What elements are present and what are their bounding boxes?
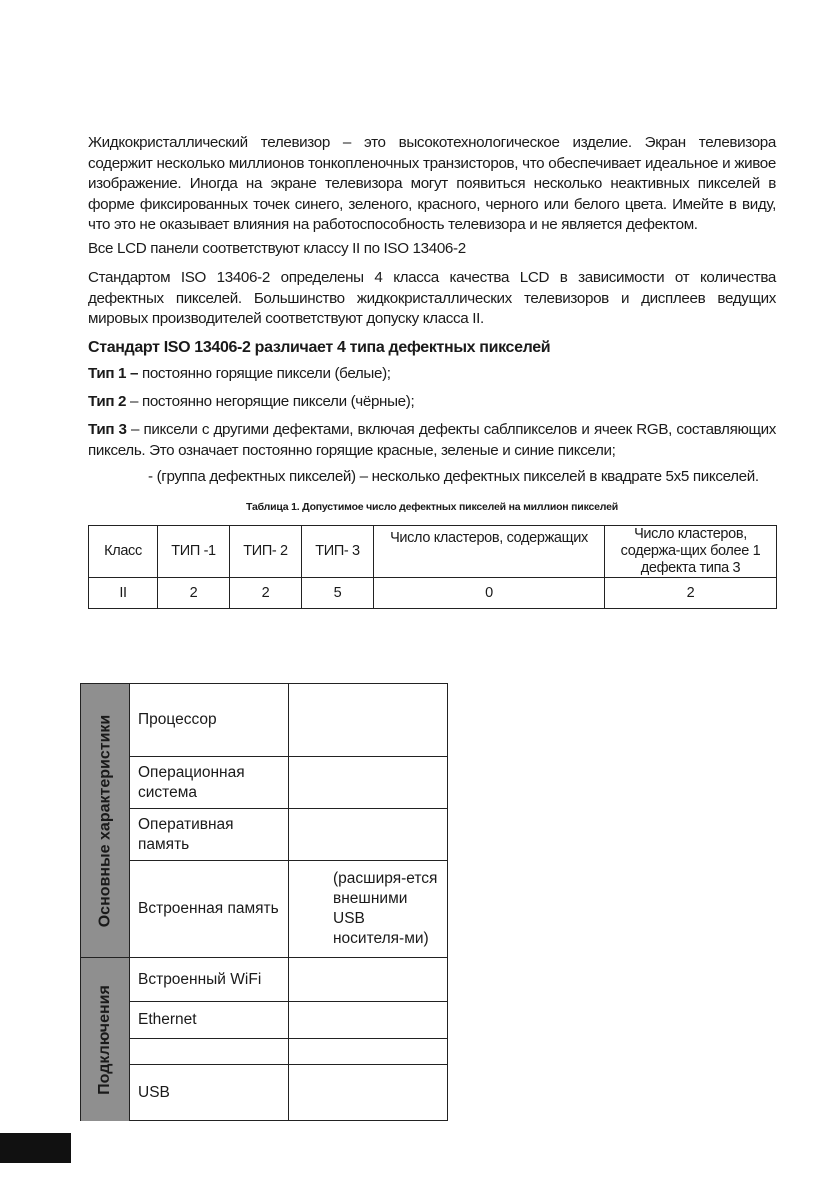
spec-row-ram (129, 809, 447, 861)
table-header-row (89, 526, 777, 578)
type-1-label: Тип 1 – (88, 365, 139, 382)
spec-name: USB (129, 1065, 289, 1121)
cell-clusters: 0 (374, 578, 605, 609)
class-note: Все LCD панели соответствуют классу II по ISO 13406-2 (88, 240, 466, 257)
group-connect (81, 958, 129, 1121)
table-caption: Таблица 1. Допустимое число дефектных пикселей на миллион пикселей (246, 501, 618, 513)
cell-class: II (89, 578, 158, 609)
group-connect-label: Подключения (96, 984, 114, 1095)
spec-name: Встроенный WiFi (129, 958, 289, 1001)
group-main-label: Основные характеристики (96, 714, 113, 927)
type-1-text: постоянно горящие пиксели (белые); (138, 365, 391, 382)
type-2-line (88, 392, 776, 413)
type-2-label: Тип 2 (88, 393, 127, 410)
spec-row-os (129, 757, 447, 809)
type-2-text: – постоянно негорящие пиксели (чёрные); (126, 393, 415, 410)
type-3-text: – пиксели с другими дефектами, включая дефекты саблпикселов и ячеек RGB, составляющих пиксель. Это означает постоянно горящие красные, зеленые и синие пиксели; (88, 421, 777, 459)
spec-name: Операционная система (129, 757, 289, 808)
spec-name: Ethernet (129, 1002, 289, 1038)
type-3-line (88, 420, 776, 461)
page-edge-tab (0, 1133, 71, 1163)
intro-paragraph: Жидкокристаллический телевизор – это высокотехнологическое изделие. Экран телевизора содержит несколько миллионов тонкопленочных транзисторов, что обеспечивает идеальное и живое изображение. Иногда на экране телевизора могут появиться несколько неактивных пикселей в форме фиксированных точек синего, зеленого, красного, черного или белого цвета. Имейте в виду, что это не оказывает влияния на работоспособность телевизора и не является дефектом. (88, 134, 776, 233)
spec-row-wifi (129, 958, 447, 1002)
spec-name: Оперативная память (129, 809, 289, 860)
cell-type-1: 2 (158, 578, 230, 609)
standard-paragraph: Стандартом ISO 13406-2 определены 4 класса качества LCD в зависимости от количества дефектных пикселей. Большинство жидкокристаллических телевизоров и дисплеев ведущих мировых производителей соответствуют допуску класса II. (88, 269, 776, 327)
header-clusters-type3: Число кластеров, содержа-щих более 1 дефекта типа 3 (605, 526, 777, 578)
section-heading: Стандарт ISO 13406-2 различает 4 типа дефектных пикселей (88, 339, 551, 356)
spec-row-empty (129, 1039, 447, 1065)
group-main (81, 684, 129, 958)
spec-value (289, 958, 447, 1001)
header-type-3: ТИП- 3 (302, 526, 374, 578)
spec-value (289, 1039, 447, 1064)
spec-value (289, 684, 447, 756)
spec-row-usb (129, 1065, 447, 1121)
cell-type-3: 5 (302, 578, 374, 609)
spec-value (289, 809, 447, 860)
spec-value (289, 757, 447, 808)
spec-row-processor (129, 684, 447, 757)
header-clusters: Число кластеров, содержащих (374, 526, 605, 578)
spec-row-ethernet (129, 1002, 447, 1039)
defects-table (88, 525, 777, 609)
cluster-note: - (группа дефектных пикселей) – несколько дефектных пикселей в квадрате 5x5 пикселей. (148, 468, 759, 485)
cell-type-2: 2 (230, 578, 302, 609)
specs-table (80, 683, 448, 1121)
spec-name (129, 1039, 289, 1064)
cell-clusters-type3: 2 (605, 578, 777, 609)
spec-row-storage (129, 861, 447, 958)
spec-value (289, 1002, 447, 1038)
spec-name: Процессор (129, 684, 289, 756)
table-row (89, 578, 777, 609)
type-1-line (88, 364, 776, 385)
header-class: Класс (89, 526, 158, 578)
spec-value: (расширя-ется внешними USB носителя-ми) (333, 870, 438, 947)
spec-value (289, 1065, 447, 1121)
type-3-label: Тип 3 (88, 421, 127, 438)
header-type-2: ТИП- 2 (230, 526, 302, 578)
header-type-1: ТИП -1 (158, 526, 230, 578)
spec-name: Встроенная память (129, 861, 289, 957)
